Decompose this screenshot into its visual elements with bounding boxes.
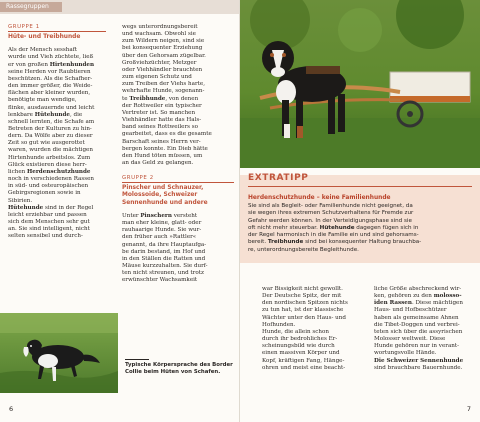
text-line: gearbeitet, dass es die gesamte xyxy=(122,131,212,138)
text-line: Viehhändler hatte das Hals- xyxy=(122,117,202,124)
text-line: selten sensibel und durch- xyxy=(8,233,83,240)
text-line: den Hund töten müssen, um xyxy=(122,152,203,159)
sennenhund-photo xyxy=(240,0,480,168)
right-page xyxy=(240,0,480,422)
text-line: rauhaarige Hunde. Sie wur- xyxy=(122,227,202,234)
extratipp-title: Herdenschutzhunde – keine Familienhunde xyxy=(248,195,391,201)
group-2-rule xyxy=(122,182,234,183)
text-line: den nordischen Spitzen nichts xyxy=(262,300,348,307)
text-line: ken, gehören zu den molosso- xyxy=(374,293,462,300)
text-line: schnell lernten, die Schafe am xyxy=(8,118,95,125)
text-line: Glück existieren diese herr- xyxy=(8,161,87,168)
right-column-2 xyxy=(374,286,476,372)
page-number-right: 7 xyxy=(466,405,471,413)
text-line: Unter Pinschern versteht xyxy=(122,213,198,220)
text-line: Als der Mensch sesshaft xyxy=(8,47,78,54)
left-column-2 xyxy=(122,24,234,285)
text-line: waren, wurden die mächtigen xyxy=(8,147,93,154)
text-line: ten nicht streunen, und trotz xyxy=(122,270,204,277)
text-line: Mäuse kurzzuhalten. Sie durf- xyxy=(122,263,208,270)
text-line: an das Geld zu gelangen. xyxy=(122,159,194,166)
text-line: noch in verschiedenen Rassen xyxy=(8,176,95,183)
text-line: Kopf, kräftigen Fang, Hänge- xyxy=(262,357,345,364)
text-line: der Regel harmonisch in die Familie ein und sind gehorsams- xyxy=(248,232,419,239)
text-line: band seines Rottweilers so xyxy=(122,124,199,131)
group-2-label: GRUPPE 2 xyxy=(122,175,154,182)
text-line: sie wegen ihres extremen Schutzverhaltens für Fremde zur xyxy=(248,210,414,217)
text-line: den immer größer, die Weide- xyxy=(8,83,93,90)
text-line: bergen konnte. Ein Dieb hätte xyxy=(122,145,208,152)
group-2-title: Pinscher und Schnauzer, Molossoide, Schweizer Sennenhunde und andere xyxy=(122,185,208,206)
text-line: Gefahr werden können. In der Verteidigungsphase sind sie xyxy=(248,217,412,224)
left-column-2-text-top xyxy=(122,24,234,167)
text-line: dern. Da Wölfe aber zu dieser xyxy=(8,133,93,140)
group-1-rule xyxy=(8,31,106,32)
text-line: beschützen. Als die Schafher- xyxy=(8,75,93,82)
caption-rule xyxy=(125,359,149,360)
text-line: zum Wildern neigen, sind sie xyxy=(122,38,205,45)
group-1-label: GRUPPE 1 xyxy=(8,24,40,30)
text-line: sind brauchbare Bauernhunde. xyxy=(374,364,463,371)
text-line: benötigte man wendige, xyxy=(8,97,77,104)
text-line: Zeit so gut wie ausgerottet xyxy=(8,140,85,147)
running-head-bar xyxy=(0,0,240,14)
text-line: Großviehzüchter, Metzger xyxy=(122,59,197,66)
text-line: bereit. Treibhunde sind bei konsequenter Haltung brauchba- xyxy=(248,239,422,246)
text-line: zum Treiben der Viehs harte, xyxy=(122,81,205,88)
extratipp-rule xyxy=(248,186,472,187)
text-line: Sibirien. xyxy=(8,197,33,204)
photo-caption-text: Typische Körpersprache des Border Collie beim Hüten von Schafen. xyxy=(125,362,233,375)
running-head: Rassegruppen xyxy=(6,3,49,10)
text-line: zu tun hat, ist der klassische xyxy=(262,307,344,314)
text-line: er von großen Hirtenhunden xyxy=(8,61,95,68)
text-line: Der Deutsche Spitz, der mit xyxy=(262,293,342,300)
left-column-2-text-bottom xyxy=(122,213,234,285)
text-line: te Treibhunde, von denen xyxy=(122,95,199,102)
text-line: liche Größe abschreckend wir- xyxy=(374,286,462,292)
extratipp-label: EXTRATIPP xyxy=(248,173,309,183)
text-line: leicht erziehbar und passen xyxy=(8,211,87,218)
text-line: flinke, ausdauernde und leicht xyxy=(8,104,95,111)
text-line: in süd- und osteuropäischen xyxy=(8,183,89,190)
text-line: Barschaft seines Herrn ver- xyxy=(122,138,201,145)
text-line: seine Herden vor Raubtieren xyxy=(8,68,91,75)
right-column-1-text xyxy=(262,286,366,372)
text-line: haben als gemeinsame Ahnen xyxy=(374,314,459,321)
text-line: re, unterordnungsbereite Begleithunde. xyxy=(248,246,359,253)
text-line: wortungsvolle Hände. xyxy=(374,350,437,357)
text-line: Hunde, die allein schon xyxy=(262,328,329,335)
text-line: wehrhafte Hunde, sogenann- xyxy=(122,88,205,95)
text-line: Vertreter ist. So manchen xyxy=(122,109,196,116)
text-line: zum eigenen Schutz und xyxy=(122,74,192,81)
text-line: Hofhunden. xyxy=(262,321,296,328)
text-line: genannt, da ihre Hauptaufga- xyxy=(122,241,207,248)
text-line: Haus- und Hofbeschützer xyxy=(374,307,447,314)
text-line: ohren und meist eine beacht- xyxy=(262,364,346,371)
text-line: durch ihr bedrohliches Er- xyxy=(262,336,338,343)
text-line: Hirtenhunde arbeitslos. Zum xyxy=(8,154,91,161)
text-line: sich dem Menschen sehr gut xyxy=(8,219,90,226)
text-line: in den Ställen die Ratten und xyxy=(122,255,206,262)
text-line: war Bissigkeit nicht gewollt. xyxy=(262,286,343,292)
text-line: Gebirgsregionen sowie in xyxy=(8,190,81,197)
text-line: man eher kleine, glatt- oder xyxy=(122,220,202,227)
text-line: scheinungsbild wie durch xyxy=(262,343,335,350)
text-line: die Tibet-Doggen und verbrei- xyxy=(374,321,460,328)
text-line: Wächter unter den Haus- und xyxy=(262,314,346,321)
text-line: teten sich über die assyrischen xyxy=(374,328,463,335)
text-line: Hunde gehören nur in verant- xyxy=(374,343,460,350)
text-line: lenkbare Hütehunde, die xyxy=(8,111,83,118)
text-line: lichen Herdenschutzhunde xyxy=(8,168,91,175)
text-line: Molosser weltweit. Diese xyxy=(374,336,446,343)
left-column-1 xyxy=(8,20,106,241)
left-column-1-text xyxy=(8,47,106,240)
text-line: Die Schweizer Sennenhunde xyxy=(374,357,464,364)
extratipp-box xyxy=(240,175,480,263)
text-line: und wachsam. Obwohl sie xyxy=(122,31,196,38)
text-line: Hütehunde sind in der Regel xyxy=(8,204,94,211)
extratipp-text xyxy=(248,203,474,254)
text-line: Sie sind als Begleit- oder Familienhunde nicht geeignet, da xyxy=(248,203,413,209)
text-line: be darin bestand, im Hof und xyxy=(122,248,206,255)
text-line: flächen aber kleiner wurden, xyxy=(8,90,91,97)
text-line: der Rottweiler ein typischer xyxy=(122,102,202,109)
right-column-2-text xyxy=(374,286,476,372)
text-line: iden Rassen. Diese mächtigen xyxy=(374,300,463,307)
text-line: an. Sie sind intelligent, nicht xyxy=(8,226,90,233)
text-line: über den Gehorsam zügelbar. xyxy=(122,52,206,59)
text-line: wegs unterordnungsbereit xyxy=(122,24,198,30)
text-line: einen massiven Körper und xyxy=(262,350,340,357)
right-column-1 xyxy=(262,286,366,372)
text-line: oder Viehhändler brauchten xyxy=(122,66,203,73)
text-line: wurde und Vieh züchtete, ließ xyxy=(8,54,94,61)
group-1-title: Hüte- und Treibhunde xyxy=(8,34,81,40)
text-line: erwünschter Wachsamkeit xyxy=(122,277,198,284)
border-collie-photo xyxy=(0,313,118,393)
text-line: bei konsequenter Erziehung xyxy=(122,45,203,52)
text-line: Betreten der Kulturen zu hin- xyxy=(8,126,92,133)
photo-caption xyxy=(125,359,233,376)
page-number-left: 6 xyxy=(9,405,14,413)
text-line: den früher auch »Rattler« xyxy=(122,234,197,241)
text-line: oft nicht mehr steuerbar. Hütehunde dagegen fügen sich in xyxy=(248,224,419,231)
